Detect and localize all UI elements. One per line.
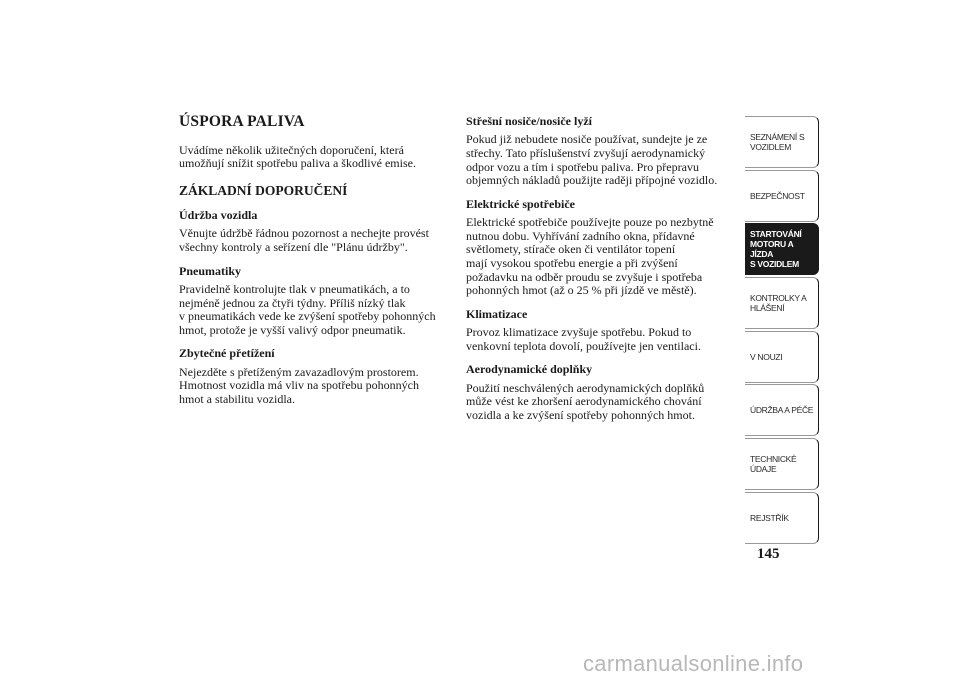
tab-starting-and-driving[interactable]: STARTOVÁNÍ MOTORU A JÍZDA S VOZIDLEM [745,223,819,275]
text-roof-racks: Pokud již nebudete nosiče používat, sundejte je ze střechy. Tato příslušenství zvyšují aerodynamický odpor vozu a tím i spotřebu paliva. Pro přepravu objemných nákladů použijte raději přípojné vozidlo. [466,132,718,188]
right-column [466,114,726,428]
tab-safety[interactable]: BEZPEČNOST [745,170,819,222]
heading-roof-racks: Střešní nosiče/nosiče lyží [466,114,592,128]
text-overload: Nejezděte s přetíženým zavazadlovým prostorem. Hmotnost vozidla má vliv na spotřebu pohonných hmot a stabilitu vozidla. [179,364,419,406]
tab-warning-lights[interactable]: KONTROLKY A HLÁŠENÍ [745,277,819,329]
chapter-index-tabs [745,116,819,546]
tab-maintenance[interactable]: ÚDRŽBA A PÉČE [745,384,819,436]
text-maintenance: Věnujte údržbě řádnou pozornost a nechejte provést všechny kontroly a seřízení dle "Plánu údržby". [179,226,429,254]
left-column [179,113,439,412]
text-air-conditioning: Provoz klimatizace zvyšuje spotřebu. Pokud to venkovní teplota dovolí, používejte jen ventilaci. [466,325,701,353]
heading-overload: Zbytečné přetížení [179,346,275,361]
heading-electrical: Elektrické spotřebiče [466,196,575,211]
tab-getting-to-know[interactable]: SEZNÁMENÍ S VOZIDLEM [745,116,819,168]
heading-tyres: Pneumatiky [179,263,242,278]
page-title: ÚSPORA PALIVA [179,113,305,130]
section-title: ZÁKLADNÍ DOPORUČENÍ [179,182,348,198]
page-number: 145 [757,546,780,562]
text-electrical: Elektrické spotřebiče používejte pouze po nezbytně nutnou dobu. Vyhřívání zadního okna, přídavné světlomety, stírače oken či ventilátor topení mají vysokou spotřebu energie a při zvýšení požadavku na odběr proudu se zvyšuje i spotřeba pohonných hmot (až o 25 % při jízdě ve městě). [466,215,714,298]
text-aero-accessories: Použití neschválených aerodynamických doplňků může vést ke zhoršení aerodynamického chování vozidla a ke zvýšení spotřeby pohonných hmot. [466,380,705,422]
watermark: carmanualsonline.info [583,651,804,676]
intro-paragraph: Uvádíme několik užitečných doporučení, která umožňují snížit spotřebu paliva a škodlivé emise. [179,142,416,171]
heading-aero-accessories: Aerodynamické doplňky [466,362,593,377]
tab-index[interactable]: REJSTŘÍK [745,492,819,544]
tab-technical-data[interactable]: TECHNICKÉ ÚDAJE [745,438,819,490]
heading-maintenance: Údržba vozidla [179,207,258,222]
heading-air-conditioning: Klimatizace [466,306,528,321]
tab-emergency[interactable]: V NOUZI [745,331,819,383]
text-tyres: Pravidelně kontrolujte tlak v pneumatikách, a to nejméně jednou za čtyři týdny. Příliš nízký tlak v pneumatikách vede ke zvýšení spotřeby pohonných hmot, protože je vyšší valivý odpor pneumatik. [179,281,436,337]
